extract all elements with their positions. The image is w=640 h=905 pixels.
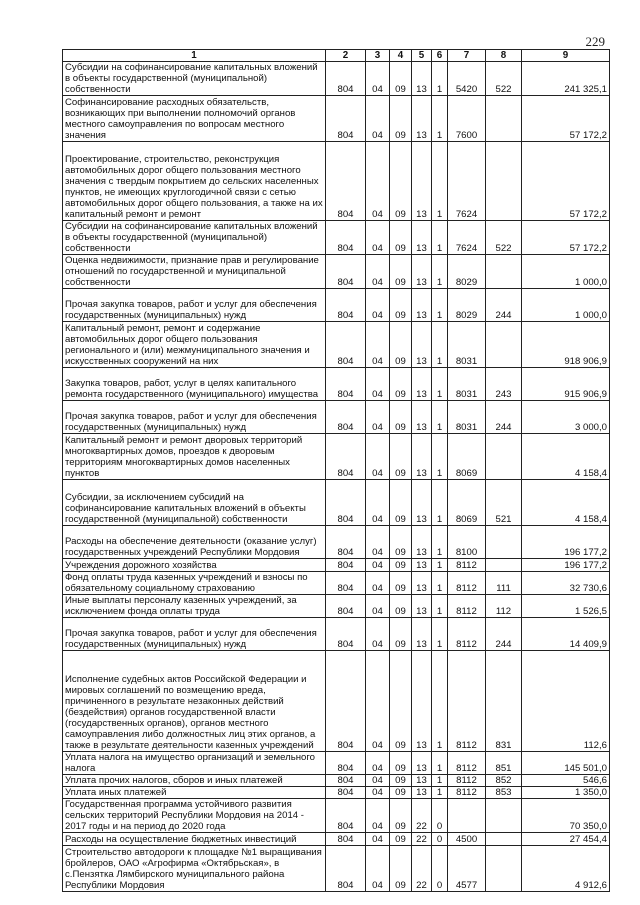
col-5-code: 13	[412, 572, 432, 595]
col-7-code: 8112	[448, 559, 486, 572]
col-2-code: 804	[326, 62, 366, 96]
table-row	[63, 799, 610, 833]
col-6-code: 1	[432, 752, 448, 775]
column-header-4: 4	[390, 50, 412, 62]
col-2-code: 804	[326, 96, 366, 142]
row-amount: 1 000,0	[522, 255, 610, 289]
row-name: Учреждения дорожного хозяйства	[63, 559, 326, 572]
table-row	[63, 480, 610, 526]
col-7-code: 8100	[448, 526, 486, 559]
col-7-code: 8112	[448, 618, 486, 651]
row-name: Уплата налога на имущество организаций и земельного налога	[63, 752, 326, 775]
column-header-7: 7	[448, 50, 486, 62]
row-name: Проектирование, строительство, реконструкция автомобильных дорог общего пользования местного значения с твердым покрытием до сельских населенных пунктов, не имеющих круглогодичной связи с сетью автомобильных дорог общего пользования, а также на их капитальный ремонт и ремонт	[63, 142, 326, 221]
row-name: Субсидии, за исключением субсидий на софинансирование капитальных вложений в объекты государственной (муниципальной) собственности	[63, 480, 326, 526]
table-row	[63, 221, 610, 255]
row-name: Капитальный ремонт и ремонт дворовых территорий многоквартирных домов, проездов к дворовым территориям многоквартирных домов населенных пунктов	[63, 434, 326, 480]
col-5-code: 13	[412, 434, 432, 480]
table-row	[63, 651, 610, 752]
col-3-code: 04	[366, 401, 390, 434]
col-7-code: 8029	[448, 255, 486, 289]
table-row	[63, 142, 610, 221]
col-7-code: 8069	[448, 434, 486, 480]
row-name: Закупка товаров, работ, услуг в целях капитального ремонта государственного (муниципального) имущества	[63, 368, 326, 401]
col-7-code: 7600	[448, 96, 486, 142]
col-4-code: 09	[390, 368, 412, 401]
row-amount: 3 000,0	[522, 401, 610, 434]
col-7-code: 8112	[448, 595, 486, 618]
col-4-code: 09	[390, 526, 412, 559]
table-row	[63, 572, 610, 595]
table-body	[63, 62, 610, 892]
col-2-code: 804	[326, 255, 366, 289]
col-3-code: 04	[366, 651, 390, 752]
col-4-code: 09	[390, 322, 412, 368]
page-number: 229	[585, 34, 605, 49]
col-3-code: 04	[366, 480, 390, 526]
col-3-code: 04	[366, 142, 390, 221]
col-7-code	[448, 799, 486, 833]
row-name: Расходы на обеспечение деятельности (оказание услуг) государственных учреждений Республики Мордовия	[63, 526, 326, 559]
col-3-code: 04	[366, 368, 390, 401]
row-amount: 196 177,2	[522, 526, 610, 559]
col-3-code: 04	[366, 572, 390, 595]
table-row	[63, 775, 610, 787]
col-6-code: 1	[432, 62, 448, 96]
row-amount: 14 409,9	[522, 618, 610, 651]
col-7-code: 8031	[448, 401, 486, 434]
row-amount: 57 172,2	[522, 221, 610, 255]
col-4-code: 09	[390, 289, 412, 322]
row-name: Государственная программа устойчивого развития сельских территорий Республики Мордовия на 2014 - 2017 годы и на период до 2020 года	[63, 799, 326, 833]
col-3-code: 04	[366, 595, 390, 618]
col-5-code: 13	[412, 787, 432, 799]
col-6-code: 1	[432, 595, 448, 618]
row-amount: 4 158,4	[522, 434, 610, 480]
budget-table	[62, 49, 610, 892]
row-amount: 918 906,9	[522, 322, 610, 368]
col-5-code: 13	[412, 62, 432, 96]
row-name: Уплата иных платежей	[63, 787, 326, 799]
col-5-code: 22	[412, 799, 432, 833]
table-row	[63, 322, 610, 368]
col-7-code: 8031	[448, 322, 486, 368]
col-7-code: 5420	[448, 62, 486, 96]
col-7-code: 8112	[448, 572, 486, 595]
col-6-code: 1	[432, 142, 448, 221]
col-8-code: 522	[486, 62, 522, 96]
col-8-code: 852	[486, 775, 522, 787]
col-7-code: 8112	[448, 787, 486, 799]
col-2-code: 804	[326, 618, 366, 651]
col-8-code: 244	[486, 401, 522, 434]
col-6-code: 1	[432, 434, 448, 480]
row-name: Оценка недвижимости, признание прав и регулирование отношений по государственной и муниципальной собственности	[63, 255, 326, 289]
col-2-code: 804	[326, 651, 366, 752]
column-header-1: 1	[63, 50, 326, 62]
col-6-code: 1	[432, 255, 448, 289]
col-8-code: 244	[486, 289, 522, 322]
col-8-code: 243	[486, 368, 522, 401]
row-amount: 1 350,0	[522, 787, 610, 799]
col-2-code: 804	[326, 322, 366, 368]
col-4-code: 09	[390, 255, 412, 289]
col-2-code: 804	[326, 572, 366, 595]
col-2-code: 804	[326, 775, 366, 787]
row-amount: 1 526,5	[522, 595, 610, 618]
col-6-code: 1	[432, 559, 448, 572]
col-6-code: 1	[432, 618, 448, 651]
col-3-code: 04	[366, 96, 390, 142]
table-row	[63, 833, 610, 846]
col-6-code: 1	[432, 322, 448, 368]
col-3-code: 04	[366, 62, 390, 96]
col-4-code: 09	[390, 787, 412, 799]
col-6-code: 1	[432, 401, 448, 434]
row-name: Фонд оплаты труда казенных учреждений и взносы по обязательному социальному страхованию	[63, 572, 326, 595]
table-row	[63, 618, 610, 651]
col-6-code: 1	[432, 572, 448, 595]
col-5-code: 13	[412, 618, 432, 651]
row-amount: 57 172,2	[522, 96, 610, 142]
col-4-code: 09	[390, 96, 412, 142]
col-3-code: 04	[366, 846, 390, 892]
row-amount: 241 325,1	[522, 62, 610, 96]
row-name: Прочая закупка товаров, работ и услуг для обеспечения государственных (муниципальных) нужд	[63, 618, 326, 651]
col-2-code: 804	[326, 526, 366, 559]
row-amount: 70 350,0	[522, 799, 610, 833]
col-7-code: 8112	[448, 775, 486, 787]
col-8-code	[486, 833, 522, 846]
table-row	[63, 62, 610, 96]
col-5-code: 13	[412, 289, 432, 322]
col-7-code: 8029	[448, 289, 486, 322]
col-4-code: 09	[390, 221, 412, 255]
col-5-code: 22	[412, 846, 432, 892]
col-8-code: 851	[486, 752, 522, 775]
table-row	[63, 96, 610, 142]
col-8-code	[486, 255, 522, 289]
row-name: Софинансирование расходных обязательств, возникающих при выполнении полномочий органов местного самоуправления по вопросам местного значения	[63, 96, 326, 142]
col-8-code	[486, 559, 522, 572]
col-2-code: 804	[326, 401, 366, 434]
col-4-code: 09	[390, 651, 412, 752]
col-4-code: 09	[390, 559, 412, 572]
row-amount: 546,6	[522, 775, 610, 787]
col-5-code: 13	[412, 142, 432, 221]
col-3-code: 04	[366, 775, 390, 787]
table-row	[63, 368, 610, 401]
table-row	[63, 846, 610, 892]
column-header-6: 6	[432, 50, 448, 62]
col-7-code: 7624	[448, 221, 486, 255]
col-7-code: 4577	[448, 846, 486, 892]
col-3-code: 04	[366, 289, 390, 322]
row-amount: 57 172,2	[522, 142, 610, 221]
row-name: Субсидии на софинансирование капитальных вложений в объекты государственной (муниципальной) собственности	[63, 62, 326, 96]
col-4-code: 09	[390, 401, 412, 434]
row-name: Субсидии на софинансирование капитальных вложений в объекты государственной (муниципальной) собственности	[63, 221, 326, 255]
col-2-code: 804	[326, 221, 366, 255]
col-4-code: 09	[390, 799, 412, 833]
col-6-code: 0	[432, 833, 448, 846]
table-row	[63, 434, 610, 480]
col-4-code: 09	[390, 846, 412, 892]
table-row	[63, 255, 610, 289]
col-6-code: 1	[432, 480, 448, 526]
column-header-3: 3	[366, 50, 390, 62]
col-6-code: 1	[432, 775, 448, 787]
col-7-code: 8031	[448, 368, 486, 401]
col-4-code: 09	[390, 572, 412, 595]
col-3-code: 04	[366, 322, 390, 368]
column-header-9: 9	[522, 50, 610, 62]
col-3-code: 04	[366, 255, 390, 289]
col-3-code: 04	[366, 787, 390, 799]
col-5-code: 13	[412, 96, 432, 142]
table-row	[63, 289, 610, 322]
col-5-code: 13	[412, 775, 432, 787]
col-5-code: 13	[412, 221, 432, 255]
col-3-code: 04	[366, 526, 390, 559]
col-3-code: 04	[366, 221, 390, 255]
col-6-code: 1	[432, 221, 448, 255]
row-amount: 1 000,0	[522, 289, 610, 322]
row-name: Уплата прочих налогов, сборов и иных платежей	[63, 775, 326, 787]
col-5-code: 13	[412, 651, 432, 752]
col-8-code: 853	[486, 787, 522, 799]
col-2-code: 804	[326, 846, 366, 892]
col-3-code: 04	[366, 752, 390, 775]
col-3-code: 04	[366, 833, 390, 846]
column-header-2: 2	[326, 50, 366, 62]
col-8-code	[486, 846, 522, 892]
col-3-code: 04	[366, 434, 390, 480]
row-amount: 145 501,0	[522, 752, 610, 775]
col-6-code: 0	[432, 846, 448, 892]
col-2-code: 804	[326, 142, 366, 221]
col-8-code: 111	[486, 572, 522, 595]
col-5-code: 13	[412, 480, 432, 526]
row-name: Иные выплаты персоналу казенных учреждений, за исключением фонда оплаты труда	[63, 595, 326, 618]
col-6-code: 1	[432, 787, 448, 799]
row-amount: 4 912,6	[522, 846, 610, 892]
col-5-code: 13	[412, 752, 432, 775]
col-5-code: 22	[412, 833, 432, 846]
row-name: Прочая закупка товаров, работ и услуг для обеспечения государственных (муниципальных) нужд	[63, 289, 326, 322]
col-4-code: 09	[390, 480, 412, 526]
row-amount: 27 454,4	[522, 833, 610, 846]
col-7-code: 4500	[448, 833, 486, 846]
col-3-code: 04	[366, 559, 390, 572]
row-name: Исполнение судебных актов Российской Федерации и мировых соглашений по возмещению вреда, причиненного в результате незаконных действий (бездействия) органов государственной власти (государственных органов), органов местного самоуправления либо должностных лиц этих органов, а также в результате деятельности казенных учреждений	[63, 651, 326, 752]
col-2-code: 804	[326, 752, 366, 775]
col-5-code: 13	[412, 255, 432, 289]
col-4-code: 09	[390, 775, 412, 787]
column-header-5: 5	[412, 50, 432, 62]
col-8-code	[486, 799, 522, 833]
row-name: Прочая закупка товаров, работ и услуг для обеспечения государственных (муниципальных) нужд	[63, 401, 326, 434]
row-name: Расходы на осуществление бюджетных инвестиций	[63, 833, 326, 846]
col-7-code: 8112	[448, 651, 486, 752]
col-2-code: 804	[326, 368, 366, 401]
col-7-code: 7624	[448, 142, 486, 221]
table-row	[63, 559, 610, 572]
col-8-code	[486, 142, 522, 221]
col-5-code: 13	[412, 401, 432, 434]
col-3-code: 04	[366, 799, 390, 833]
col-4-code: 09	[390, 618, 412, 651]
col-4-code: 09	[390, 595, 412, 618]
col-8-code	[486, 322, 522, 368]
col-5-code: 13	[412, 322, 432, 368]
col-2-code: 804	[326, 799, 366, 833]
col-6-code: 0	[432, 799, 448, 833]
row-amount: 915 906,9	[522, 368, 610, 401]
row-amount: 112,6	[522, 651, 610, 752]
col-8-code	[486, 434, 522, 480]
col-5-code: 13	[412, 368, 432, 401]
col-2-code: 804	[326, 559, 366, 572]
table-row	[63, 752, 610, 775]
col-4-code: 09	[390, 142, 412, 221]
col-4-code: 09	[390, 833, 412, 846]
row-name: Строительство автодороги к площадке №1 выращивания бройлеров, ОАО «Агрофирма «Октябрьская», в с.Пензятка Лямбирского муниципального района Республики Мордовия	[63, 846, 326, 892]
col-7-code: 8112	[448, 752, 486, 775]
col-4-code: 09	[390, 752, 412, 775]
col-2-code: 804	[326, 833, 366, 846]
row-amount: 196 177,2	[522, 559, 610, 572]
table-row	[63, 526, 610, 559]
col-4-code: 09	[390, 62, 412, 96]
col-6-code: 1	[432, 368, 448, 401]
col-8-code: 112	[486, 595, 522, 618]
col-2-code: 804	[326, 434, 366, 480]
col-8-code: 521	[486, 480, 522, 526]
col-6-code: 1	[432, 651, 448, 752]
col-6-code: 1	[432, 289, 448, 322]
row-amount: 4 158,4	[522, 480, 610, 526]
col-3-code: 04	[366, 618, 390, 651]
header-row	[63, 50, 610, 62]
col-8-code: 831	[486, 651, 522, 752]
col-5-code: 13	[412, 595, 432, 618]
col-5-code: 13	[412, 526, 432, 559]
table-row	[63, 595, 610, 618]
table-row	[63, 401, 610, 434]
col-6-code: 1	[432, 96, 448, 142]
col-6-code: 1	[432, 526, 448, 559]
col-8-code	[486, 96, 522, 142]
col-2-code: 804	[326, 289, 366, 322]
col-4-code: 09	[390, 434, 412, 480]
col-8-code	[486, 526, 522, 559]
table-row	[63, 787, 610, 799]
col-2-code: 804	[326, 787, 366, 799]
col-8-code: 244	[486, 618, 522, 651]
row-amount: 32 730,6	[522, 572, 610, 595]
col-7-code: 8069	[448, 480, 486, 526]
col-8-code: 522	[486, 221, 522, 255]
column-header-8: 8	[486, 50, 522, 62]
col-2-code: 804	[326, 480, 366, 526]
col-5-code: 13	[412, 559, 432, 572]
col-2-code: 804	[326, 595, 366, 618]
row-name: Капитальный ремонт, ремонт и содержание автомобильных дорог общего пользования регионального и (или) межмуниципального значения и искусственных сооружений на них	[63, 322, 326, 368]
